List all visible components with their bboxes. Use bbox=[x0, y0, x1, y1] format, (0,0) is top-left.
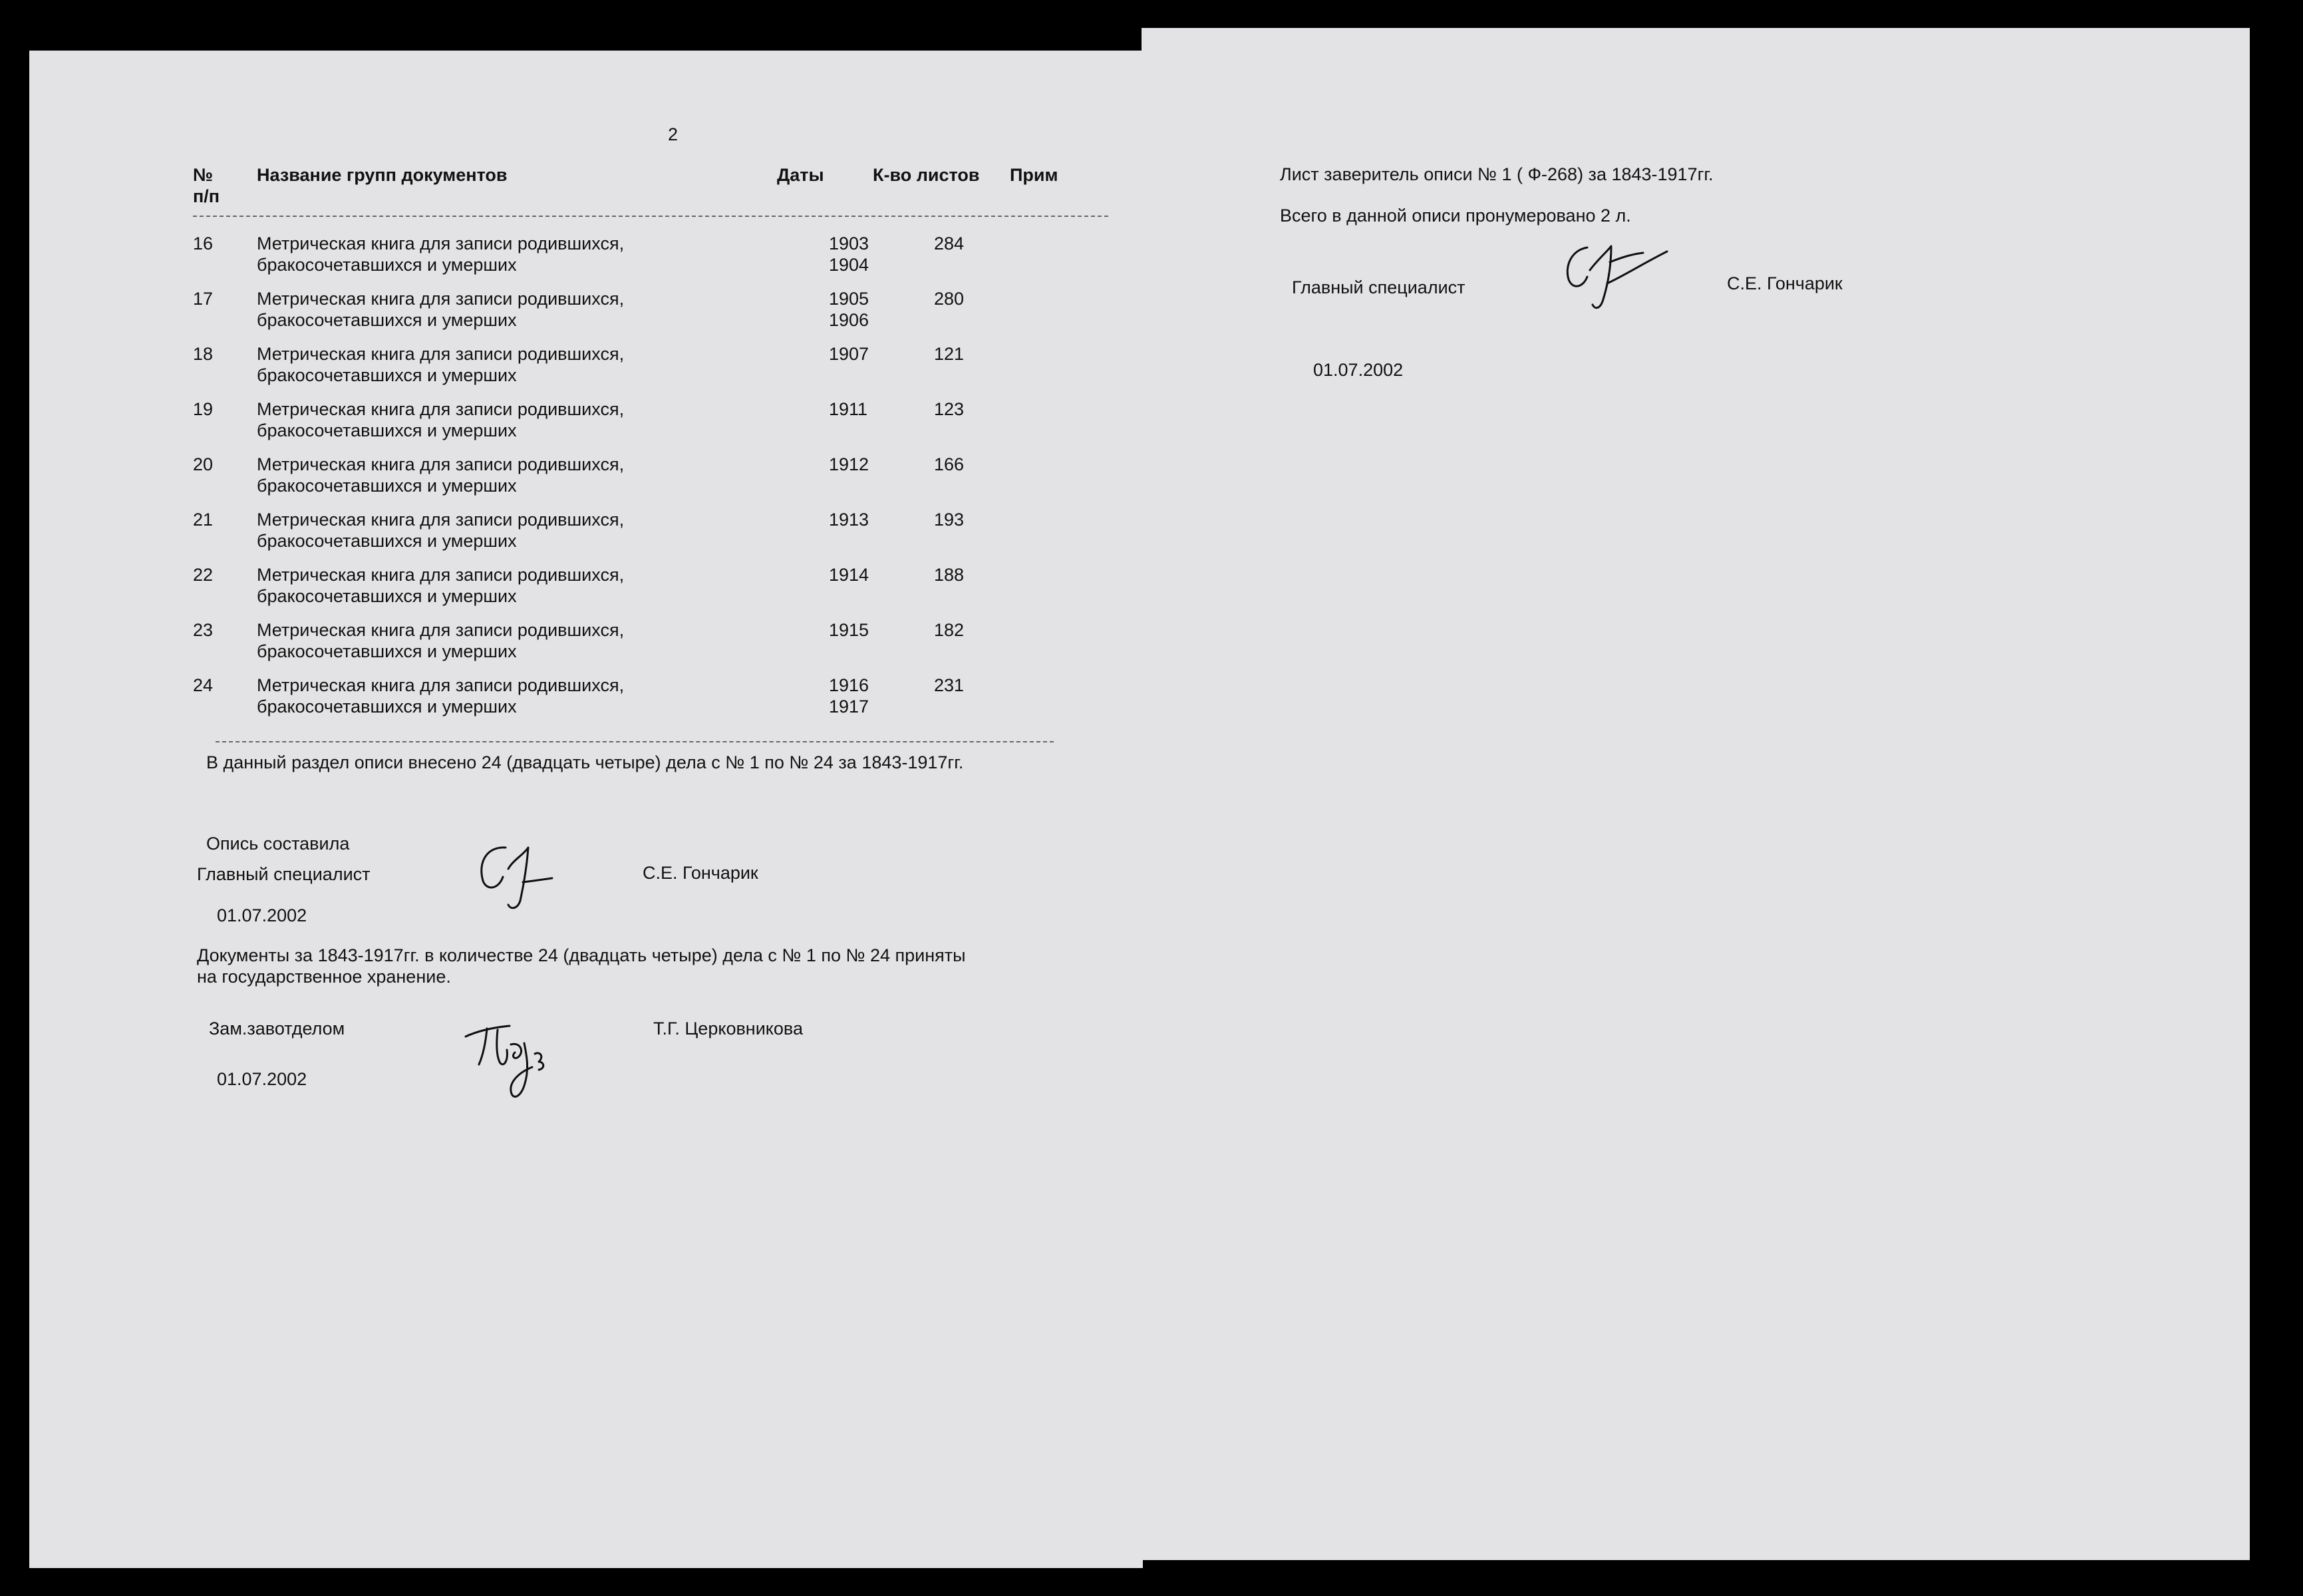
compiler-name: С.Е. Гончарик bbox=[643, 863, 758, 883]
table-row bbox=[29, 619, 1094, 673]
acceptor-position: Зам.завотделом bbox=[209, 1019, 345, 1038]
row-title-line2: бракосочетавшихся и умерших bbox=[257, 476, 517, 496]
row-title-line2: бракосочетавшихся и умерших bbox=[257, 255, 517, 275]
row-number: 19 bbox=[193, 399, 214, 419]
row-number: 21 bbox=[193, 510, 214, 530]
compiler-signature bbox=[474, 842, 560, 912]
row-title-line1: Метрическая книга для записи родившихся, bbox=[257, 344, 625, 364]
row-sheets: 182 bbox=[934, 620, 965, 640]
row-date2: 1904 bbox=[829, 255, 869, 275]
certifier-name: С.Е. Гончарик bbox=[1727, 273, 1843, 293]
table-row bbox=[29, 675, 1094, 728]
row-number: 24 bbox=[193, 675, 214, 695]
row-number: 17 bbox=[193, 289, 214, 309]
row-sheets: 121 bbox=[934, 344, 965, 364]
row-number: 22 bbox=[193, 565, 214, 585]
row-title-line2: бракосочетавшихся и умерших bbox=[257, 310, 517, 330]
row-date1: 1907 bbox=[829, 344, 869, 364]
acceptance-text-line1: Документы за 1843-1917гг. в количестве 24 (двадцать четыре) дела с № 1 по № 24 приняты bbox=[197, 945, 966, 965]
header-divider bbox=[193, 216, 1108, 217]
row-title-line2: бракосочетавшихся и умерших bbox=[257, 641, 517, 661]
row-date1: 1913 bbox=[829, 510, 869, 530]
row-number: 18 bbox=[193, 344, 214, 364]
row-title-line2: бракосочетавшихся и умерших bbox=[257, 365, 517, 385]
row-title-line1: Метрическая книга для записи родившихся, bbox=[257, 565, 625, 585]
row-title-line1: Метрическая книга для записи родившихся, bbox=[257, 399, 625, 419]
table-row bbox=[29, 288, 1094, 341]
compiler-position: Главный специалист bbox=[197, 864, 371, 884]
row-title-line2: бракосочетавшихся и умерших bbox=[257, 531, 517, 551]
header-notes: Прим bbox=[1010, 165, 1058, 185]
left-page bbox=[29, 51, 1143, 1568]
row-number: 16 bbox=[193, 234, 214, 253]
row-title-line2: бракосочетавшихся и умерших bbox=[257, 420, 517, 440]
page-number: 2 bbox=[668, 124, 679, 144]
compiled-label: Опись составила bbox=[206, 834, 350, 854]
table-row bbox=[29, 564, 1094, 617]
header-sheets: К-во листов bbox=[873, 165, 980, 185]
certification-title: Лист заверитель описи № 1 ( Ф-268) за 1843-1917гг. bbox=[1280, 164, 1714, 184]
row-date1: 1911 bbox=[829, 399, 868, 419]
table-bottom-divider bbox=[216, 741, 1054, 742]
row-number: 20 bbox=[193, 454, 214, 474]
row-title-line1: Метрическая книга для записи родившихся, bbox=[257, 510, 625, 530]
acceptor-name: Т.Г. Церковникова bbox=[653, 1019, 803, 1038]
header-num-sub: п/п bbox=[193, 186, 220, 206]
row-date1: 1912 bbox=[829, 454, 869, 474]
row-date1: 1915 bbox=[829, 620, 869, 640]
row-title-line1: Метрическая книга для записи родившихся, bbox=[257, 620, 625, 640]
row-date1: 1903 bbox=[829, 234, 869, 253]
compiled-date: 01.07.2002 bbox=[217, 905, 307, 925]
row-title-line1: Метрическая книга для записи родившихся, bbox=[257, 454, 625, 474]
row-sheets: 188 bbox=[934, 565, 965, 585]
table-row bbox=[29, 233, 1094, 286]
acceptor-signature bbox=[460, 1003, 560, 1103]
row-sheets: 280 bbox=[934, 289, 965, 309]
table-row bbox=[29, 343, 1094, 397]
row-date2: 1917 bbox=[829, 697, 869, 717]
row-sheets: 123 bbox=[934, 399, 965, 419]
header-name: Название групп документов bbox=[257, 165, 508, 185]
summary-text: В данный раздел описи внесено 24 (двадцать четыре) дела с № 1 по № 24 за 1843-1917гг. bbox=[206, 752, 964, 772]
row-title-line1: Метрическая книга для записи родившихся, bbox=[257, 675, 625, 695]
accepted-date: 01.07.2002 bbox=[217, 1069, 307, 1089]
row-title-line1: Метрическая книга для записи родившихся, bbox=[257, 234, 625, 253]
row-sheets: 284 bbox=[934, 234, 965, 253]
table-row bbox=[29, 509, 1094, 562]
row-number: 23 bbox=[193, 620, 214, 640]
header-num: № bbox=[193, 165, 214, 185]
row-title-line1: Метрическая книга для записи родившихся, bbox=[257, 289, 625, 309]
acceptance-text-line2: на государственное хранение. bbox=[197, 967, 451, 987]
table-row bbox=[29, 399, 1094, 452]
row-date1: 1905 bbox=[829, 289, 869, 309]
row-sheets: 231 bbox=[934, 675, 965, 695]
header-dates: Даты bbox=[777, 165, 824, 185]
row-sheets: 166 bbox=[934, 454, 965, 474]
certifier-signature bbox=[1563, 243, 1676, 317]
row-sheets: 193 bbox=[934, 510, 965, 530]
row-title-line2: бракосочетавшихся и умерших bbox=[257, 586, 517, 606]
right-page bbox=[1142, 28, 2250, 1560]
certification-date: 01.07.2002 bbox=[1313, 360, 1404, 380]
certifier-position: Главный специалист bbox=[1292, 277, 1465, 297]
row-title-line2: бракосочетавшихся и умерших bbox=[257, 697, 517, 717]
table-row bbox=[29, 454, 1094, 507]
row-date2: 1906 bbox=[829, 310, 869, 330]
row-date1: 1916 bbox=[829, 675, 869, 695]
row-date1: 1914 bbox=[829, 565, 869, 585]
certification-total: Всего в данной описи пронумеровано 2 л. bbox=[1280, 206, 1631, 226]
